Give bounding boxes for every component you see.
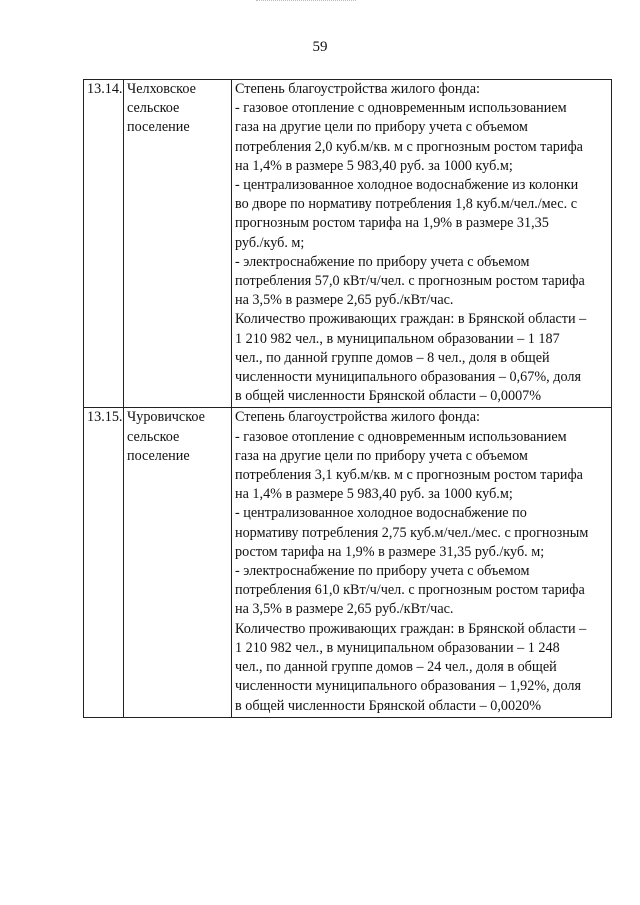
settlement-name-cell <box>124 408 232 717</box>
description-line: на 1,4% в размере 5 983,40 руб. за 1000 куб.м; <box>235 157 513 174</box>
settlement-name-line: поселение <box>127 447 190 464</box>
description-line: Количество проживающих граждан: в Брянской области – <box>235 311 587 328</box>
description-line: чел., по данной группе домов – 8 чел., доля в общей <box>235 349 550 366</box>
settlements-table <box>83 79 612 718</box>
description-line: потребления 2,0 куб.м/кв. м с прогнозным ростом тарифа <box>235 138 583 155</box>
description-line: потребления 3,1 куб.м/кв. м с прогнозным ростом тарифа <box>235 467 583 484</box>
description-line: 1 210 982 чел., в муниципальном образовании – 1 248 <box>235 639 560 656</box>
description-line: - газовое отопление с одновременным использованием <box>235 100 567 117</box>
row-number-cell <box>84 80 124 408</box>
table-row <box>84 80 612 408</box>
description-line: потребления 61,0 кВт/ч/чел. с прогнозным ростом тарифа <box>235 582 585 599</box>
table-row <box>84 408 612 717</box>
settlement-description-cell <box>232 80 612 408</box>
settlement-name-line: сельское <box>127 428 180 445</box>
settlement-description-cell <box>232 408 612 717</box>
settlement-name-line: поселение <box>127 119 190 136</box>
top-scan-mark <box>256 0 356 4</box>
description-line: - централизованное холодное водоснабжение из колонки <box>235 177 579 194</box>
description-line: газа на другие цели по прибору учета с объемом <box>235 447 528 464</box>
description-line: Количество проживающих граждан: в Брянской области – <box>235 620 587 637</box>
description-line: в общей численности Брянской области – 0,0007% <box>235 388 542 405</box>
settlement-name-line: Чуровичское <box>127 409 205 426</box>
description-line: ростом тарифа на 1,9% в размере 31,35 руб./куб. м; <box>235 543 545 560</box>
table-body <box>84 80 612 718</box>
description-line: численности муниципального образования – 1,92%, доля <box>235 678 581 695</box>
description-line: численности муниципального образования – 0,67%, доля <box>235 369 581 386</box>
description-line: чел., по данной группе домов – 24 чел., доля в общей <box>235 659 557 676</box>
row-number-cell <box>84 408 124 717</box>
description-line: нормативу потребления 2,75 куб.м/чел./мес. с прогнозным <box>235 524 589 541</box>
description-line: Степень благоустройства жилого фонда: <box>235 409 480 426</box>
settlement-name-line: Челховское <box>127 81 196 97</box>
description-line: на 1,4% в размере 5 983,40 руб. за 1000 куб.м; <box>235 486 513 503</box>
description-line: - электроснабжение по прибору учета с объемом <box>235 253 530 270</box>
row-number: 13.15. <box>87 409 123 426</box>
description-line: - электроснабжение по прибору учета с объемом <box>235 563 530 580</box>
row-number: 13.14. <box>87 81 123 97</box>
description-line: во дворе по нормативу потребления 1,8 куб.м/чел./мес. с <box>235 196 577 213</box>
description-line: прогнозным ростом тарифа на 1,9% в размере 31,35 <box>235 215 549 232</box>
description-line: - газовое отопление с одновременным использованием <box>235 428 567 445</box>
description-line: потребления 57,0 кВт/ч/чел. с прогнозным ростом тарифа <box>235 273 585 290</box>
page-number: 59 <box>312 39 328 55</box>
description-line: Степень благоустройства жилого фонда: <box>235 81 480 97</box>
description-line: - централизованное холодное водоснабжение по <box>235 505 527 522</box>
description-line: газа на другие цели по прибору учета с объемом <box>235 119 528 136</box>
settlement-name-line: сельское <box>127 100 180 117</box>
description-line: на 3,5% в размере 2,65 руб./кВт/час. <box>235 601 454 618</box>
description-line: в общей численности Брянской области – 0,0020% <box>235 697 542 714</box>
description-line: на 3,5% в размере 2,65 руб./кВт/час. <box>235 292 454 309</box>
settlement-name-cell <box>124 80 232 408</box>
description-line: 1 210 982 чел., в муниципальном образовании – 1 187 <box>235 330 560 347</box>
description-line: руб./куб. м; <box>235 234 305 251</box>
